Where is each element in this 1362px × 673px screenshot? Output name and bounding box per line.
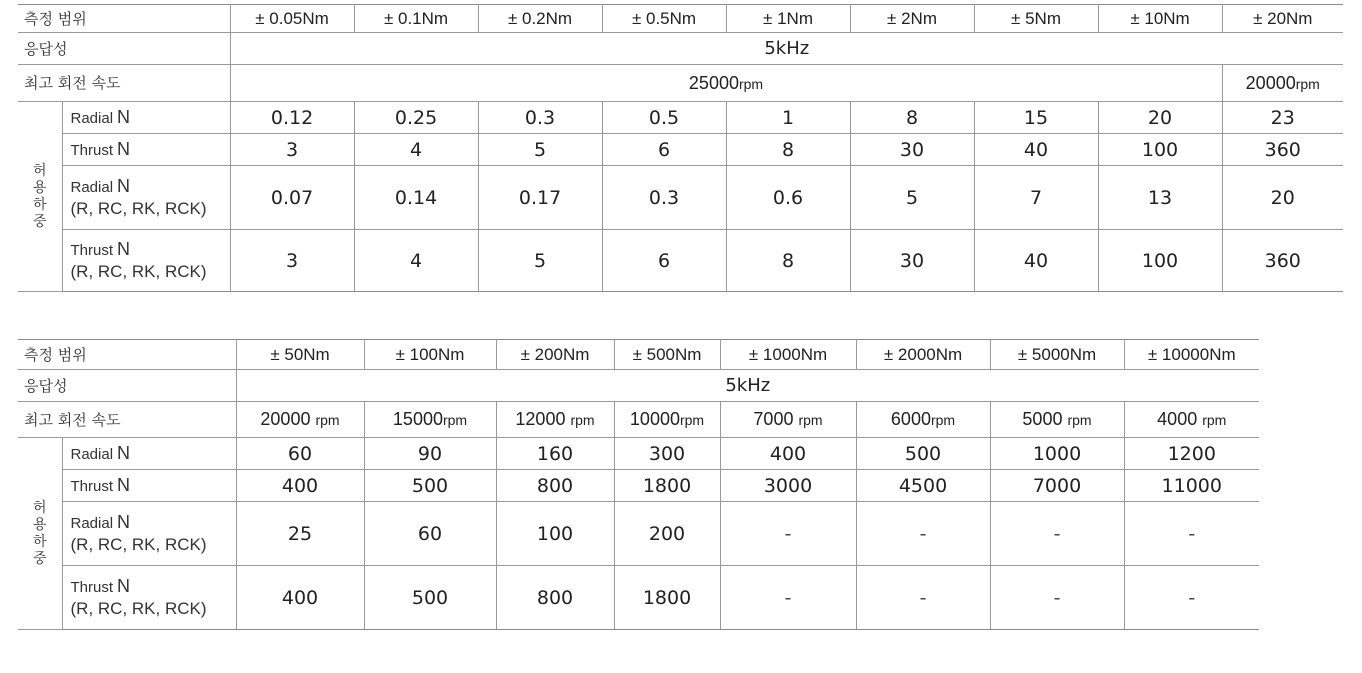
- table-cell: 4: [354, 230, 478, 292]
- table-cell: 40: [974, 134, 1098, 166]
- response-value: 5kHz: [236, 370, 1259, 402]
- range-cell: ± 5000Nm: [990, 340, 1124, 370]
- allowable-load-label: 허용하중: [18, 102, 62, 292]
- max-speed-label: 최고 회전 속도: [18, 65, 230, 102]
- table-cell: 15: [974, 102, 1098, 134]
- table-cell: 1800: [614, 566, 720, 630]
- allowable-load-label: 허용하중: [18, 438, 62, 630]
- table-cell: 7000: [990, 470, 1124, 502]
- table-cell: 0.07: [230, 166, 354, 230]
- table-cell: 5: [478, 230, 602, 292]
- table-cell: 4500: [856, 470, 990, 502]
- table-cell: 300: [614, 438, 720, 470]
- table-cell: 7: [974, 166, 1098, 230]
- max-speed-value: 5000 rpm: [990, 402, 1124, 438]
- range-cell: ± 200Nm: [496, 340, 614, 370]
- table-cell: 3000: [720, 470, 856, 502]
- table-cell: -: [990, 502, 1124, 566]
- table-cell: 23: [1222, 102, 1343, 134]
- table-cell: 0.25: [354, 102, 478, 134]
- table-cell: 800: [496, 470, 614, 502]
- table-cell: 30: [850, 134, 974, 166]
- range-cell: ± 0.5Nm: [602, 5, 726, 33]
- table-cell: 8: [850, 102, 974, 134]
- max-speed-value: 20000 rpm: [236, 402, 364, 438]
- max-speed-value: 25000rpm: [230, 65, 1222, 102]
- max-speed-value: 15000rpm: [364, 402, 496, 438]
- table-cell: 500: [364, 470, 496, 502]
- thrust-variants-label: Thrust N (R, RC, RK, RCK): [62, 230, 230, 292]
- spec-table-low-range: [18, 4, 1343, 292]
- table-cell: 13: [1098, 166, 1222, 230]
- table-cell: 0.5: [602, 102, 726, 134]
- measurement-range-label: 측정 범위: [18, 340, 236, 370]
- range-cell: ± 10Nm: [1098, 5, 1222, 33]
- table-cell: 3: [230, 230, 354, 292]
- range-cell: ± 500Nm: [614, 340, 720, 370]
- table-cell: 4: [354, 134, 478, 166]
- max-speed-value: 7000 rpm: [720, 402, 856, 438]
- table-cell: 1000: [990, 438, 1124, 470]
- table-cell: 6: [602, 230, 726, 292]
- table-cell: -: [1124, 566, 1259, 630]
- table-cell: 20: [1222, 166, 1343, 230]
- thrust-label: Thrust N: [62, 134, 230, 166]
- response-value: 5kHz: [230, 33, 1343, 65]
- range-cell: ± 50Nm: [236, 340, 364, 370]
- table-cell: -: [720, 502, 856, 566]
- table-cell: 60: [236, 438, 364, 470]
- range-cell: ± 100Nm: [364, 340, 496, 370]
- table-cell: 200: [614, 502, 720, 566]
- table-cell: 0.14: [354, 166, 478, 230]
- table-cell: 0.6: [726, 166, 850, 230]
- table-cell: 800: [496, 566, 614, 630]
- table-cell: 3: [230, 134, 354, 166]
- table-cell: 360: [1222, 230, 1343, 292]
- table-cell: 6: [602, 134, 726, 166]
- thrust-label: Thrust N: [62, 470, 236, 502]
- table-cell: 500: [856, 438, 990, 470]
- table-cell: 100: [1098, 134, 1222, 166]
- radial-variants-label: Radial N (R, RC, RK, RCK): [62, 502, 236, 566]
- response-label: 응답성: [18, 33, 230, 65]
- thrust-variants-label: Thrust N (R, RC, RK, RCK): [62, 566, 236, 630]
- table-cell: 5: [478, 134, 602, 166]
- table-cell: -: [1124, 502, 1259, 566]
- table-cell: 0.17: [478, 166, 602, 230]
- range-cell: ± 0.1Nm: [354, 5, 478, 33]
- range-cell: ± 5Nm: [974, 5, 1098, 33]
- max-speed-value: 12000 rpm: [496, 402, 614, 438]
- range-cell: ± 0.05Nm: [230, 5, 354, 33]
- max-speed-value: 20000rpm: [1222, 65, 1343, 102]
- table-cell: 30: [850, 230, 974, 292]
- table-cell: -: [856, 566, 990, 630]
- table-cell: 1: [726, 102, 850, 134]
- table-cell: -: [990, 566, 1124, 630]
- range-cell: ± 1Nm: [726, 5, 850, 33]
- range-cell: ± 2Nm: [850, 5, 974, 33]
- table-cell: 1200: [1124, 438, 1259, 470]
- range-cell: ± 0.2Nm: [478, 5, 602, 33]
- table-cell: 160: [496, 438, 614, 470]
- range-cell: ± 1000Nm: [720, 340, 856, 370]
- max-speed-value: 6000rpm: [856, 402, 990, 438]
- response-label: 응답성: [18, 370, 236, 402]
- table-cell: 8: [726, 134, 850, 166]
- max-speed-label: 최고 회전 속도: [18, 402, 236, 438]
- max-speed-value: 10000rpm: [614, 402, 720, 438]
- table-cell: 400: [720, 438, 856, 470]
- measurement-range-label: 측정 범위: [18, 5, 230, 33]
- range-cell: ± 2000Nm: [856, 340, 990, 370]
- table-cell: 1800: [614, 470, 720, 502]
- table-cell: 100: [1098, 230, 1222, 292]
- max-speed-value: 4000 rpm: [1124, 402, 1259, 438]
- table-cell: 100: [496, 502, 614, 566]
- radial-variants-label: Radial N (R, RC, RK, RCK): [62, 166, 230, 230]
- table-cell: 0.12: [230, 102, 354, 134]
- table-cell: -: [856, 502, 990, 566]
- table-cell: 500: [364, 566, 496, 630]
- table-cell: 25: [236, 502, 364, 566]
- table-cell: 40: [974, 230, 1098, 292]
- range-cell: ± 20Nm: [1222, 5, 1343, 33]
- table-cell: 0.3: [602, 166, 726, 230]
- radial-label: Radial N: [62, 438, 236, 470]
- table-cell: 90: [364, 438, 496, 470]
- spec-table-high-range: [18, 339, 1259, 630]
- table-cell: 0.3: [478, 102, 602, 134]
- table-cell: 8: [726, 230, 850, 292]
- table-cell: 11000: [1124, 470, 1259, 502]
- table-cell: -: [720, 566, 856, 630]
- range-cell: ± 10000Nm: [1124, 340, 1259, 370]
- table-cell: 400: [236, 566, 364, 630]
- radial-label: Radial N: [62, 102, 230, 134]
- table-cell: 60: [364, 502, 496, 566]
- table-cell: 5: [850, 166, 974, 230]
- table-cell: 20: [1098, 102, 1222, 134]
- table-cell: 360: [1222, 134, 1343, 166]
- table-cell: 400: [236, 470, 364, 502]
